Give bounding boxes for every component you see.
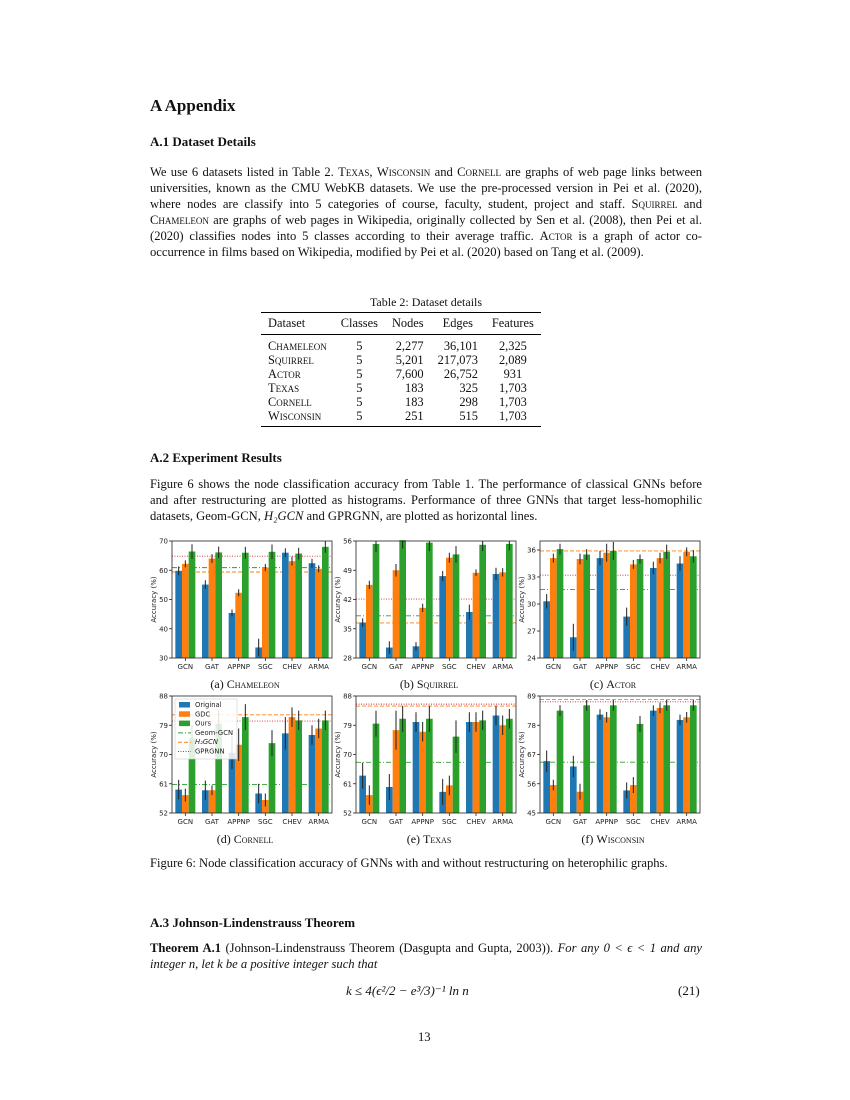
table-cell: 5	[356, 367, 363, 381]
bar	[399, 540, 406, 658]
y-tick-label: 56	[343, 537, 352, 546]
subfigure-caption-name: Texas	[423, 832, 452, 846]
text-run: are graphs of web pages in Wikipedia, originally collected by Sen et al. (2008), then Pei et al. (2020) classifies nodes into 5 classes according to their average traffic.	[150, 213, 702, 243]
x-tick-label: SGC	[625, 663, 641, 671]
bar	[399, 719, 406, 813]
bar	[309, 563, 316, 658]
chart-panel	[518, 537, 704, 673]
table-cell: 1,703	[498, 381, 527, 395]
dataset-name: Texas	[338, 165, 370, 179]
legend-swatch	[179, 721, 190, 727]
table-row	[261, 367, 541, 381]
x-tick-label: CHEV	[466, 818, 486, 826]
bar	[543, 601, 550, 658]
x-tick-label: APPNP	[227, 663, 251, 671]
bar	[473, 573, 480, 658]
y-axis-label: Accuracy (%)	[518, 731, 526, 778]
bar	[663, 552, 670, 658]
bar	[373, 724, 380, 813]
bar	[373, 544, 380, 658]
bar	[493, 716, 500, 814]
x-tick-label: GAT	[389, 663, 403, 671]
x-tick-label: CHEV	[282, 818, 302, 826]
table-cell: Wisconsin	[268, 409, 322, 423]
chart-panel	[150, 692, 336, 828]
bar	[419, 732, 426, 813]
bar	[426, 543, 433, 658]
x-tick-label: ARMA	[492, 818, 513, 826]
x-tick-label: GCN	[361, 663, 378, 671]
legend-label: Geom-GCN	[195, 728, 234, 737]
bar	[426, 719, 433, 813]
subfigure-caption	[354, 832, 504, 847]
text-run: are graphs of web page links between universities, known as the CMU WebKB datasets. We use the pre-processed version in Pei et al. (2020), where nodes are classify into 5 categories of course, faculty, student, project and staff.	[150, 165, 703, 211]
bar	[603, 553, 610, 658]
table-cell: 26,752	[443, 367, 478, 381]
y-tick-label: 52	[343, 809, 352, 818]
subfigure-caption-name: Wisconsin	[596, 832, 645, 846]
bar	[309, 735, 316, 813]
x-tick-label: ARMA	[308, 663, 329, 671]
x-tick-label: APPNP	[595, 818, 619, 826]
plot-frame	[540, 541, 700, 658]
table-cell: 5,201	[395, 353, 424, 367]
y-tick-label: 61	[159, 780, 168, 789]
table-header: Edges	[442, 316, 473, 330]
theorem-name: (Johnson-Lindenstrauss Theorem (Dasgupta and Gupta, 2003)).	[221, 941, 558, 955]
y-tick-label: 79	[159, 721, 168, 730]
y-tick-label: 88	[343, 692, 352, 701]
bar	[683, 552, 690, 658]
equation-number: (21)	[678, 983, 700, 998]
bar	[479, 545, 486, 658]
table-cell: Actor	[268, 367, 301, 381]
bar	[209, 559, 216, 658]
bar	[650, 711, 657, 813]
bar	[499, 572, 506, 658]
bar	[657, 708, 664, 813]
x-tick-label: ARMA	[676, 818, 697, 826]
y-tick-label: 70	[343, 751, 352, 759]
plot-frame	[172, 541, 332, 658]
theorem-body: For any 0 < ϵ < 1 and any integer n, let k be a positive integer such that	[150, 941, 702, 971]
x-tick-label: SGC	[441, 663, 457, 671]
bar	[289, 717, 296, 813]
legend-label: H₂GCN	[195, 738, 218, 747]
bar	[663, 705, 670, 813]
table-header-row	[261, 313, 541, 335]
y-tick-label: 61	[343, 780, 352, 789]
bar	[677, 564, 684, 659]
table-row	[261, 335, 541, 354]
y-axis-label: Accuracy (%)	[334, 731, 342, 778]
text-run: is a graph of actor co-occurrence in films based on Wikipedia, modified by Pei et al. (2020) based on Tang et al. (2009).	[150, 229, 703, 259]
chart-panel	[518, 692, 704, 828]
bar	[242, 717, 249, 813]
table-cell: 183	[405, 381, 424, 395]
subfigure-caption-prefix: (c)	[589, 677, 607, 691]
table-cell: 298	[459, 395, 478, 409]
bar	[215, 552, 222, 658]
subfigure-caption-name: Actor	[606, 677, 637, 691]
table-cell: 183	[405, 395, 424, 409]
y-tick-label: 30	[159, 654, 168, 663]
table-row	[261, 353, 541, 367]
table-cell: Chameleon	[268, 339, 327, 353]
bar	[597, 715, 604, 813]
table-cell: 251	[405, 409, 424, 423]
table-header: Dataset	[268, 316, 306, 330]
experiment-paragraph	[150, 476, 702, 524]
y-tick-label: 49	[343, 566, 352, 575]
chart-panel	[334, 692, 520, 828]
chart-texas	[334, 692, 520, 828]
y-tick-label: 78	[527, 721, 536, 730]
subfigure-caption	[538, 677, 688, 692]
chart-cornell	[150, 692, 336, 828]
plot-frame	[356, 696, 516, 813]
y-tick-label: 89	[527, 692, 536, 701]
bar	[242, 553, 249, 658]
bar	[235, 593, 242, 658]
x-tick-label: GAT	[205, 818, 219, 826]
text-run: and	[677, 197, 702, 211]
x-tick-label: GCN	[177, 663, 194, 671]
bar	[583, 555, 590, 659]
bar	[393, 570, 400, 658]
bar	[557, 711, 564, 813]
legend-swatch	[179, 711, 190, 717]
text-run: We use 6 datasets listed in Table 2.	[150, 165, 339, 179]
chart-panel	[334, 537, 520, 673]
y-axis-label: Accuracy (%)	[334, 576, 342, 623]
bar	[295, 720, 302, 813]
y-tick-label: 52	[159, 809, 168, 818]
legend-label: Ours	[195, 719, 211, 728]
table-caption: Table 2: Dataset details	[369, 295, 483, 309]
chart-actor	[518, 537, 704, 673]
table-cell: Cornell	[268, 395, 312, 409]
bar	[677, 720, 684, 813]
bar	[630, 564, 637, 658]
bar	[610, 705, 617, 813]
subfigure-caption	[354, 677, 504, 692]
dataset-paragraph	[150, 164, 702, 260]
y-tick-label: 33	[527, 573, 536, 582]
y-tick-label: 35	[343, 625, 352, 634]
subfigure-caption-name: Chameleon	[226, 677, 280, 691]
y-tick-label: 56	[527, 780, 536, 789]
bar	[690, 556, 697, 658]
theorem-statement	[150, 940, 702, 972]
bar	[269, 552, 276, 658]
bar	[182, 564, 189, 658]
bar	[690, 705, 697, 813]
x-tick-label: GAT	[205, 663, 219, 671]
x-tick-label: APPNP	[227, 818, 251, 826]
y-tick-label: 24	[527, 654, 536, 663]
x-tick-label: ARMA	[676, 663, 697, 671]
bar	[413, 722, 420, 813]
y-tick-label: 60	[159, 566, 168, 575]
text-run: ,	[369, 165, 377, 179]
subfigure-caption	[538, 832, 688, 847]
subfigure-caption	[170, 832, 320, 847]
x-tick-label: APPNP	[411, 818, 435, 826]
bar	[657, 558, 664, 658]
y-axis-label: Accuracy (%)	[150, 576, 158, 623]
bar	[603, 717, 610, 813]
subfigure-caption-prefix: (d)	[216, 832, 234, 846]
bar	[366, 585, 373, 658]
bar	[289, 561, 296, 658]
bar	[683, 717, 690, 813]
chart-panel	[150, 537, 336, 673]
legend-label: GPRGNN	[195, 747, 225, 756]
x-tick-label: GCN	[545, 663, 562, 671]
table-cell: Texas	[268, 381, 300, 395]
bar	[466, 722, 473, 813]
subfigure-caption-name: Squirrel	[416, 677, 459, 691]
equation: k ≤ 4(ϵ²/2 − e³/3)⁻¹ ln n	[346, 983, 469, 998]
table-cell: Squirrel	[268, 353, 314, 367]
table-header: Features	[491, 316, 534, 330]
bar	[229, 613, 236, 658]
bar	[439, 576, 446, 658]
math-h2gcn: H₂GCN	[264, 509, 304, 523]
bar	[315, 569, 322, 658]
subfigure-caption-prefix: (b)	[399, 677, 417, 691]
chart-legend	[175, 699, 237, 759]
figure-caption: Figure 6: Node classification accuracy of GNNs with and without restructuring on heterophilic graphs.	[150, 856, 668, 870]
y-tick-label: 67	[527, 751, 536, 759]
legend-swatch	[179, 702, 190, 708]
text-run: and	[430, 165, 458, 179]
y-axis-label: Accuracy (%)	[518, 576, 526, 623]
x-tick-label: GCN	[177, 818, 194, 826]
bar	[419, 608, 426, 658]
y-tick-label: 30	[527, 600, 536, 609]
subfigure-caption	[170, 677, 320, 692]
table-cell: 2,325	[498, 339, 527, 353]
y-tick-label: 70	[159, 537, 168, 546]
page-number: 13	[418, 1030, 431, 1044]
y-tick-label: 70	[159, 751, 168, 759]
subfigure-caption-prefix: (f)	[581, 832, 597, 846]
bar	[446, 558, 453, 658]
bar	[453, 554, 460, 658]
table-cell: 1,703	[498, 409, 527, 423]
y-tick-label: 88	[159, 692, 168, 701]
x-tick-label: GCN	[361, 818, 378, 826]
dataset-name: Chameleon	[150, 213, 209, 227]
dataset-name: Cornell	[457, 165, 502, 179]
table-cell: 2,089	[498, 353, 527, 367]
y-tick-label: 27	[527, 627, 536, 636]
bar	[202, 585, 209, 658]
bar	[583, 705, 590, 813]
legend-label: Original	[195, 701, 222, 709]
table-cell: 931	[503, 367, 523, 381]
table-cell: 2,277	[395, 339, 424, 353]
table-cell: 5	[356, 409, 363, 423]
table-cell: 217,073	[437, 353, 478, 367]
bar	[189, 552, 196, 658]
x-tick-label: APPNP	[411, 663, 435, 671]
bar	[637, 559, 644, 658]
table-cell: 1,703	[498, 395, 527, 409]
y-tick-label: 28	[343, 654, 352, 663]
bar	[610, 551, 617, 658]
bar	[506, 719, 513, 813]
subfigure-caption-name: Cornell	[233, 832, 274, 846]
bar	[479, 720, 486, 813]
subsection-title-experiment-results: A.2 Experiment Results	[150, 450, 282, 465]
bar	[315, 729, 322, 814]
subsection-title-dataset-details: A.1 Dataset Details	[150, 134, 256, 149]
plot-frame	[540, 696, 700, 813]
table-cell: 5	[356, 339, 363, 353]
dataset-name: Actor	[539, 229, 573, 243]
subfigure-caption-prefix: (e)	[406, 832, 424, 846]
bar	[359, 622, 366, 658]
x-tick-label: APPNP	[595, 663, 619, 671]
bar	[557, 549, 564, 658]
chart-wisconsin	[518, 692, 704, 828]
bar	[650, 568, 657, 658]
section-title: A Appendix	[150, 96, 236, 115]
x-tick-label: ARMA	[492, 663, 513, 671]
x-tick-label: CHEV	[650, 818, 670, 826]
x-tick-label: CHEV	[650, 663, 670, 671]
table-cell: 325	[459, 381, 478, 395]
x-tick-label: GAT	[389, 818, 403, 826]
bar	[499, 725, 506, 813]
x-tick-label: GCN	[545, 818, 562, 826]
x-tick-label: SGC	[257, 663, 273, 671]
y-axis-label: Accuracy (%)	[150, 731, 158, 778]
bar	[262, 568, 269, 658]
x-tick-label: SGC	[257, 818, 273, 826]
bar	[506, 544, 513, 658]
chart-squirrel	[334, 537, 520, 673]
table-cell: 5	[356, 395, 363, 409]
bar	[597, 558, 604, 658]
y-tick-label: 36	[527, 546, 536, 555]
bar	[322, 720, 329, 813]
subsection-title-jl-theorem: A.3 Johnson-Lindenstrauss Theorem	[150, 915, 356, 930]
bar	[637, 724, 644, 813]
table-cell: 515	[459, 409, 478, 423]
table-cell: 5	[356, 353, 363, 367]
text-run: Figure 6 shows the node classification accuracy from Table 1. The performance of classical GNNs before and after restructuring are plotted as histograms. Performance of three GNNs that target less-homophilic datasets, Geom-GCN,	[150, 477, 702, 523]
text-run: and GPRGNN, are plotted as horizontal lines.	[303, 509, 538, 523]
bar	[322, 547, 329, 658]
bar	[175, 571, 182, 658]
y-tick-label: 45	[527, 809, 536, 818]
table-row	[261, 409, 541, 427]
table-row	[261, 395, 541, 409]
x-tick-label: SGC	[625, 818, 641, 826]
table-cell: 36,101	[443, 339, 478, 353]
theorem-label: Theorem A.1	[150, 941, 222, 955]
y-tick-label: 50	[159, 596, 168, 604]
table-cell: 5	[356, 381, 363, 395]
bar	[577, 559, 584, 658]
table-row	[261, 381, 541, 395]
chart-chameleon	[150, 537, 336, 673]
dataset-table	[261, 312, 541, 427]
bar	[473, 722, 480, 813]
table-header: Nodes	[391, 316, 424, 330]
bar	[295, 554, 302, 658]
subfigure-caption-prefix: (a)	[210, 677, 227, 691]
y-tick-label: 79	[343, 721, 352, 730]
dataset-name: Wisconsin	[376, 165, 431, 179]
table-cell: 7,600	[395, 367, 424, 381]
y-tick-label: 42	[343, 596, 352, 604]
x-tick-label: SGC	[441, 818, 457, 826]
x-tick-label: ARMA	[308, 818, 329, 826]
x-tick-label: CHEV	[282, 663, 302, 671]
y-tick-label: 40	[159, 625, 168, 634]
bar	[550, 558, 557, 658]
table-header: Classes	[340, 316, 378, 330]
x-tick-label: GAT	[573, 818, 587, 826]
legend-label: GDC	[195, 710, 211, 719]
x-tick-label: CHEV	[466, 663, 486, 671]
bar	[282, 553, 289, 658]
dataset-name: Squirrel	[631, 197, 678, 211]
x-tick-label: GAT	[573, 663, 587, 671]
bar	[493, 574, 500, 658]
